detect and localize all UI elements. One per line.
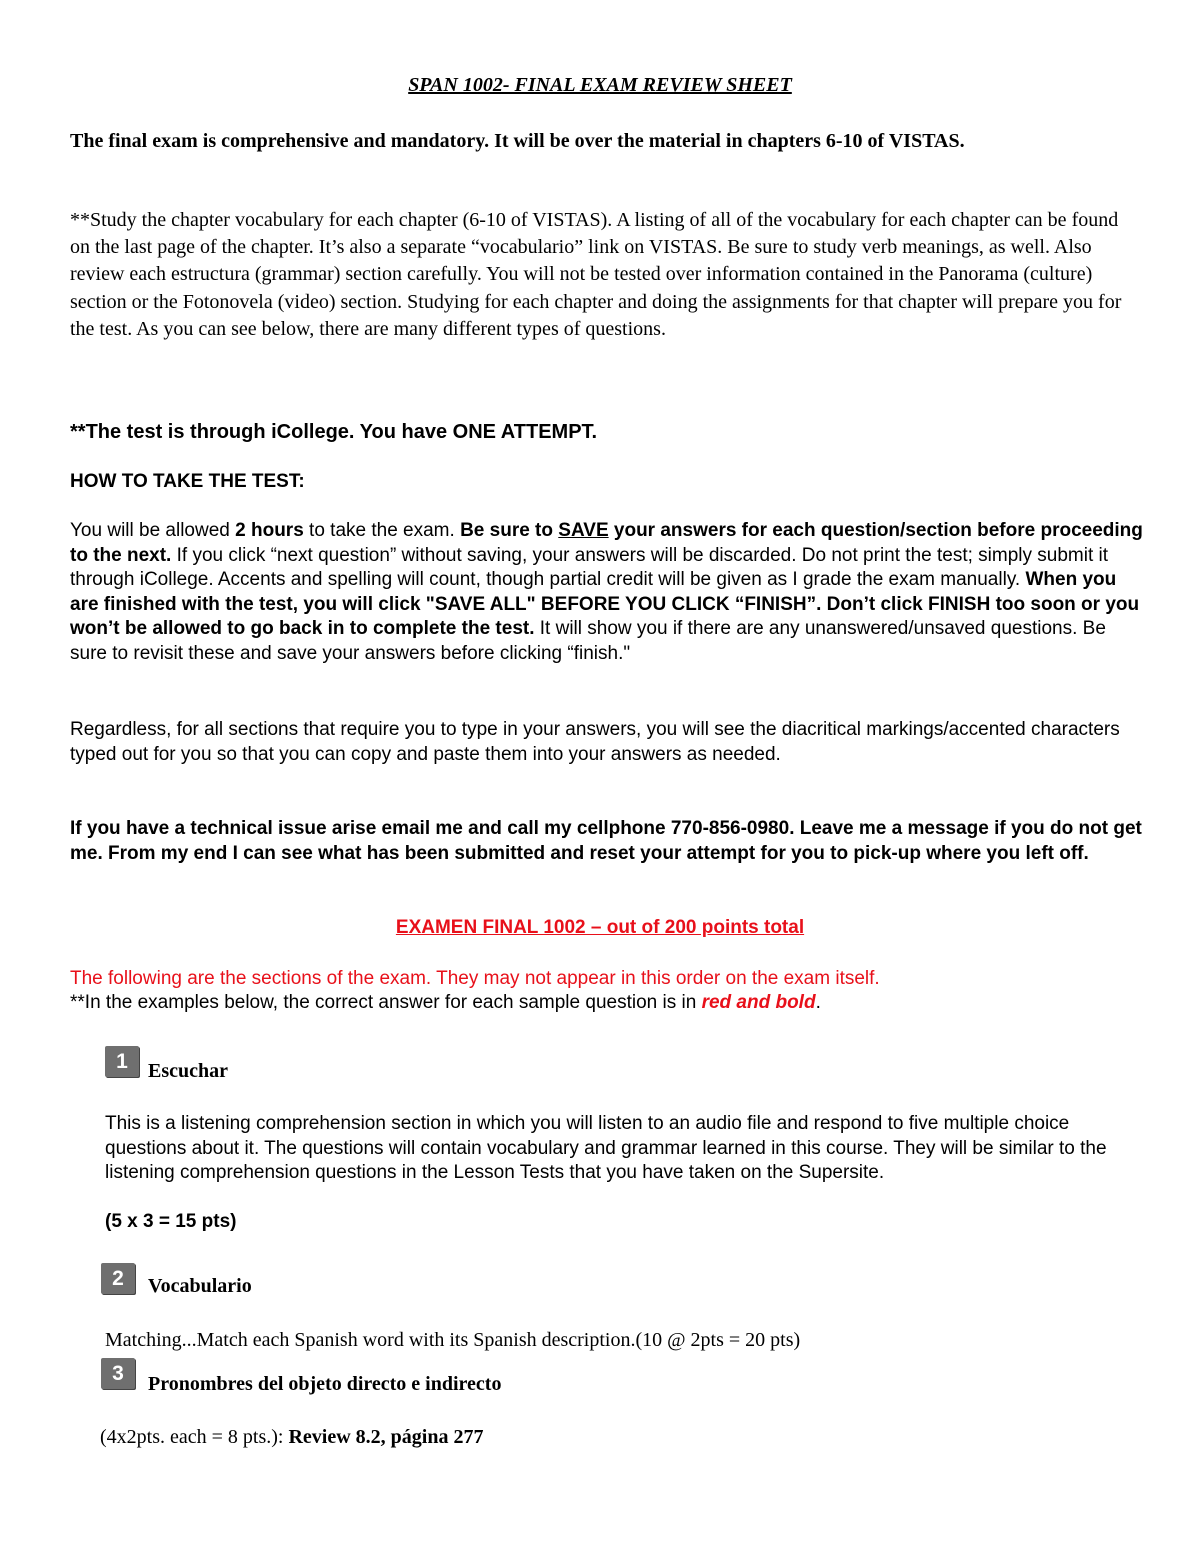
examples-prefix: **In the examples below, the correct answer for each sample question is in	[70, 992, 702, 1013]
section-1-description: This is a listening comprehension section in which you will listen to an audio file and respond to five multiple choice questions about it. The questions will contain vocabulary and grammar learned in this course. They will be similar to the listening comprehension questions in the Lesson Tests that you have taken on the Supersite.	[105, 1113, 1107, 1184]
section-3-points: (4x2pts. each = 8 pts.):	[100, 1426, 289, 1448]
attempt-notice: **The test is through iCollege. You have ONE ATTEMPT.	[70, 421, 598, 443]
howto-text-4: It will show you if there are any unanswered/unsaved questions. Be sure to revisit these and save your answers before clicking “finish."	[70, 618, 1106, 664]
howto-paragraph	[70, 519, 1145, 667]
howto-text-1: You will be allowed	[70, 520, 236, 541]
exam-heading: EXAMEN FINAL 1002 – out of 200 points total	[395, 917, 805, 938]
howto-bold-2: When you are finished with the test, you will click "SAVE ALL" BEFORE YOU CLICK “FINISH”. Don’t click FINISH too soon or you won’t be allowed to go back in to complete the test.	[70, 569, 1140, 640]
sections-intro: The following are the sections of the exam. They may not appear in this order on the exam itself.	[70, 968, 880, 989]
examples-suffix: .	[815, 992, 821, 1013]
intro-statement: The final exam is comprehensive and mandatory. It will be over the material in chapters 6-10 of VISTAS.	[70, 130, 965, 152]
howto-duration: 2 hours	[235, 520, 304, 541]
howto-bold-1b: your answers for each question/section before proceeding to the next.	[70, 520, 1143, 566]
section-1-title: Escuchar	[148, 1060, 228, 1082]
technical-paragraph: If you have a technical issue arise email me and call my cellphone 770-856-0980. Leave me a message if you do not get me. From my end I can see what has been submitted and reset your attempt for you to pick-up where you left off.	[70, 818, 1142, 864]
save-word: SAVE	[558, 520, 609, 541]
study-paragraph: **Study the chapter vocabulary for each chapter (6-10 of VISTAS). A listing of all of the vocabulary for each chapter can be found on the last page of the chapter. It’s also a separate “vocabulario” link on VISTAS. Be sure to study verb meanings, as well. Also review each estructura (grammar) section carefully. You will not be tested over information contained in the Panorama (culture) section or the Fotonovela (video) section. Studying for each chapter and doing the assignments for that chapter will prepare you for the test. As you can see below, there are many different types of questions.	[70, 209, 1122, 340]
section-2-description: Matching...Match each Spanish word with its Spanish description.(10 @ 2pts = 20 pts)	[105, 1329, 801, 1351]
page-title: SPAN 1002- FINAL EXAM REVIEW SHEET	[408, 74, 792, 96]
section-3-reference: Review 8.2, página 277	[288, 1426, 484, 1448]
examples-red-bold: red and bold	[701, 992, 816, 1013]
section-1-number-icon: 1	[105, 1046, 139, 1077]
section-3-number-icon: 3	[101, 1358, 135, 1389]
howto-bold-1a: Be sure to	[460, 520, 559, 541]
regardless-paragraph: Regardless, for all sections that require you to type in your answers, you will see the diacritical markings/accented characters typed out for you so that you can copy and paste them into your answers as needed.	[70, 719, 1120, 765]
section-2-number-icon: 2	[101, 1263, 135, 1294]
howto-text-3: If you click “next question” without saving, your answers will be discarded. Do not print the test; simply submit it through iCollege. Accents and spelling will count, though partial credit will be given as I grade the exam manually.	[70, 544, 1109, 591]
howto-heading: HOW TO TAKE THE TEST:	[70, 471, 305, 492]
section-3-title: Pronombres del objeto directo e indirecto	[148, 1373, 502, 1395]
howto-text-2: to take the exam.	[303, 520, 461, 541]
section-1-points: (5 x 3 = 15 pts)	[105, 1211, 237, 1232]
section-3-description	[100, 1426, 483, 1449]
section-2-title: Vocabulario	[148, 1275, 252, 1297]
examples-note	[70, 992, 821, 1014]
